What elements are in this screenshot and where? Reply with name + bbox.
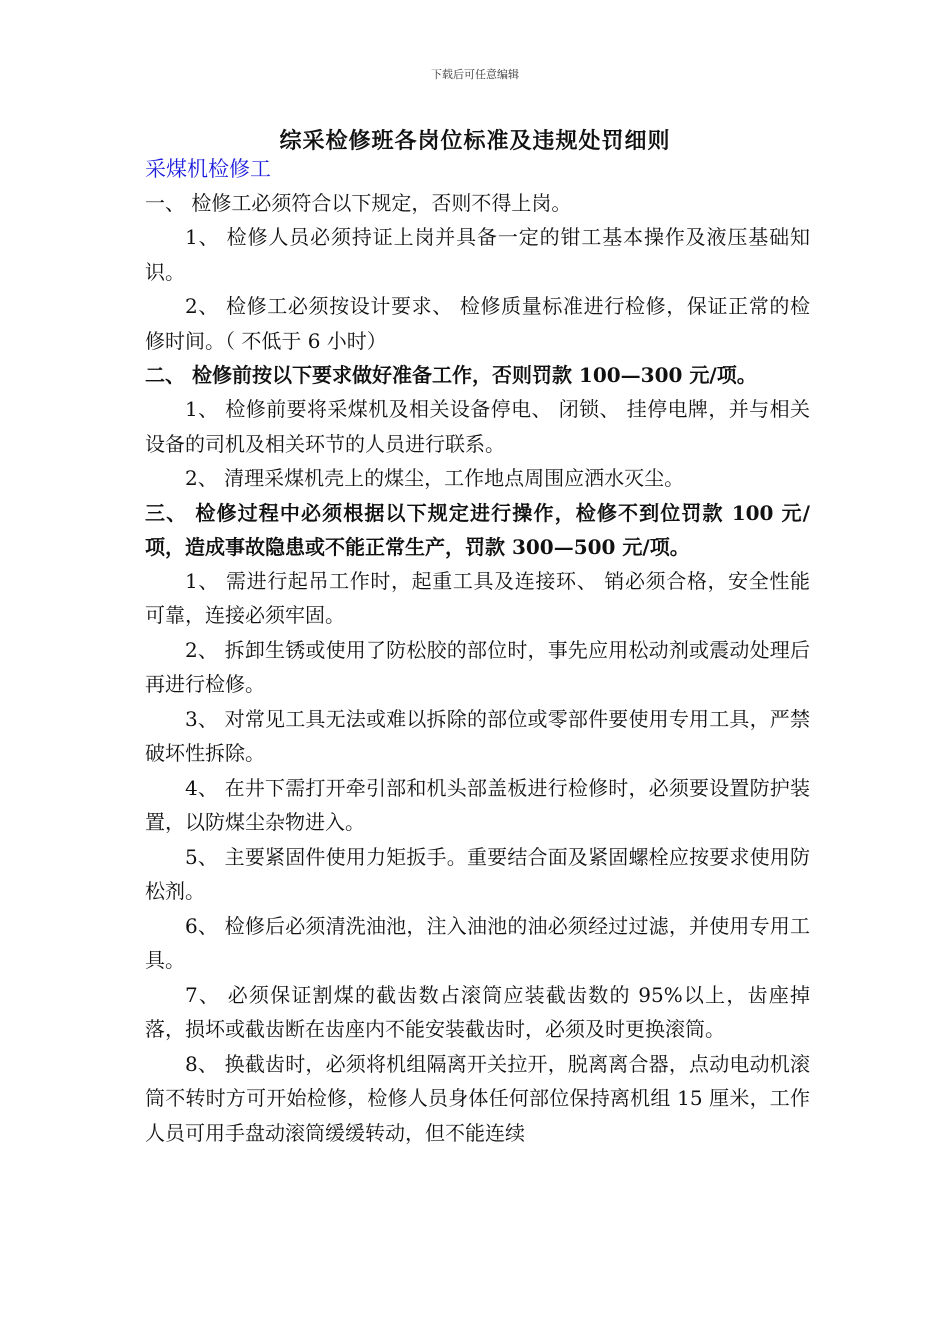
document-title: 综采检修班各岗位标准及违规处罚细则 (279, 128, 671, 154)
item-3-7: 7、 必须保证割煤的截齿数占滚筒应装截齿数的 95%以上，齿座掉落，损坏或截齿断在齿座内不能安装截齿时，必须及时更换滚筒。 (145, 982, 810, 1041)
item-3-6: 6、 检修后必须清洗油池，注入油池的油必须经过过滤，并使用专用工具。 (145, 913, 810, 972)
item-3-1: 1、 需进行起吊工作时，起重工具及连接环、 销必须合格，安全性能可靠，连接必须牢固。 (145, 568, 810, 627)
item-3-2: 2、 拆卸生锈或使用了防松胶的部位时，事先应用松动剂或震动处理后再进行检修。 (145, 637, 810, 696)
item-3-8: 8、 换截齿时，必须将机组隔离开关拉开，脱离离合器，点动电动机滚筒不转时方可开始检修，检修人员身体任何部位保持离机组 15 厘米，工作人员可用手盘动滚筒缓缓转动，但不能连续 (145, 1051, 810, 1145)
item-1-1: 1、 检修人员必须持证上岗并具备一定的钳工基本操作及液压基础知识。 (145, 225, 810, 284)
heading-2: 二、 检修前按以下要求做好准备工作，否则罚款 100—300 元/项。 (145, 363, 757, 387)
section-title: 采煤机检修工 (145, 157, 271, 181)
heading-1: 一、 检修工必须符合以下规定，否则不得上岗。 (145, 191, 572, 215)
item-2-1: 1、 检修前要将采煤机及相关设备停电、 闭锁、 挂停电牌，并与相关设备的司机及相关环节的人员进行联系。 (145, 397, 810, 456)
item-2-2: 2、 清理采煤机壳上的煤尘，工作地点周围应洒水灭尘。 (185, 466, 685, 490)
page-header-note: 下载后可任意编辑 (431, 68, 519, 81)
heading-3: 三、 检修过程中必须根据以下规定进行操作，检修不到位罚款 100 元/项，造成事故隐患或不能正常生产，罚款 300—500 元/项。 (145, 500, 810, 559)
item-3-4: 4、 在井下需打开牵引部和机头部盖板进行检修时，必须要设置防护装置，以防煤尘杂物进入。 (145, 775, 810, 834)
item-3-3: 3、 对常见工具无法或难以拆除的部位或零部件要使用专用工具，严禁破坏性拆除。 (145, 706, 810, 765)
item-3-5: 5、 主要紧固件使用力矩扳手。重要结合面及紧固螺栓应按要求使用防松剂。 (145, 844, 810, 903)
item-1-2: 2、 检修工必须按设计要求、 检修质量标准进行检修，保证正常的检修时间。（ 不低于 6 小时） (145, 294, 810, 353)
document-body (145, 152, 810, 1150)
